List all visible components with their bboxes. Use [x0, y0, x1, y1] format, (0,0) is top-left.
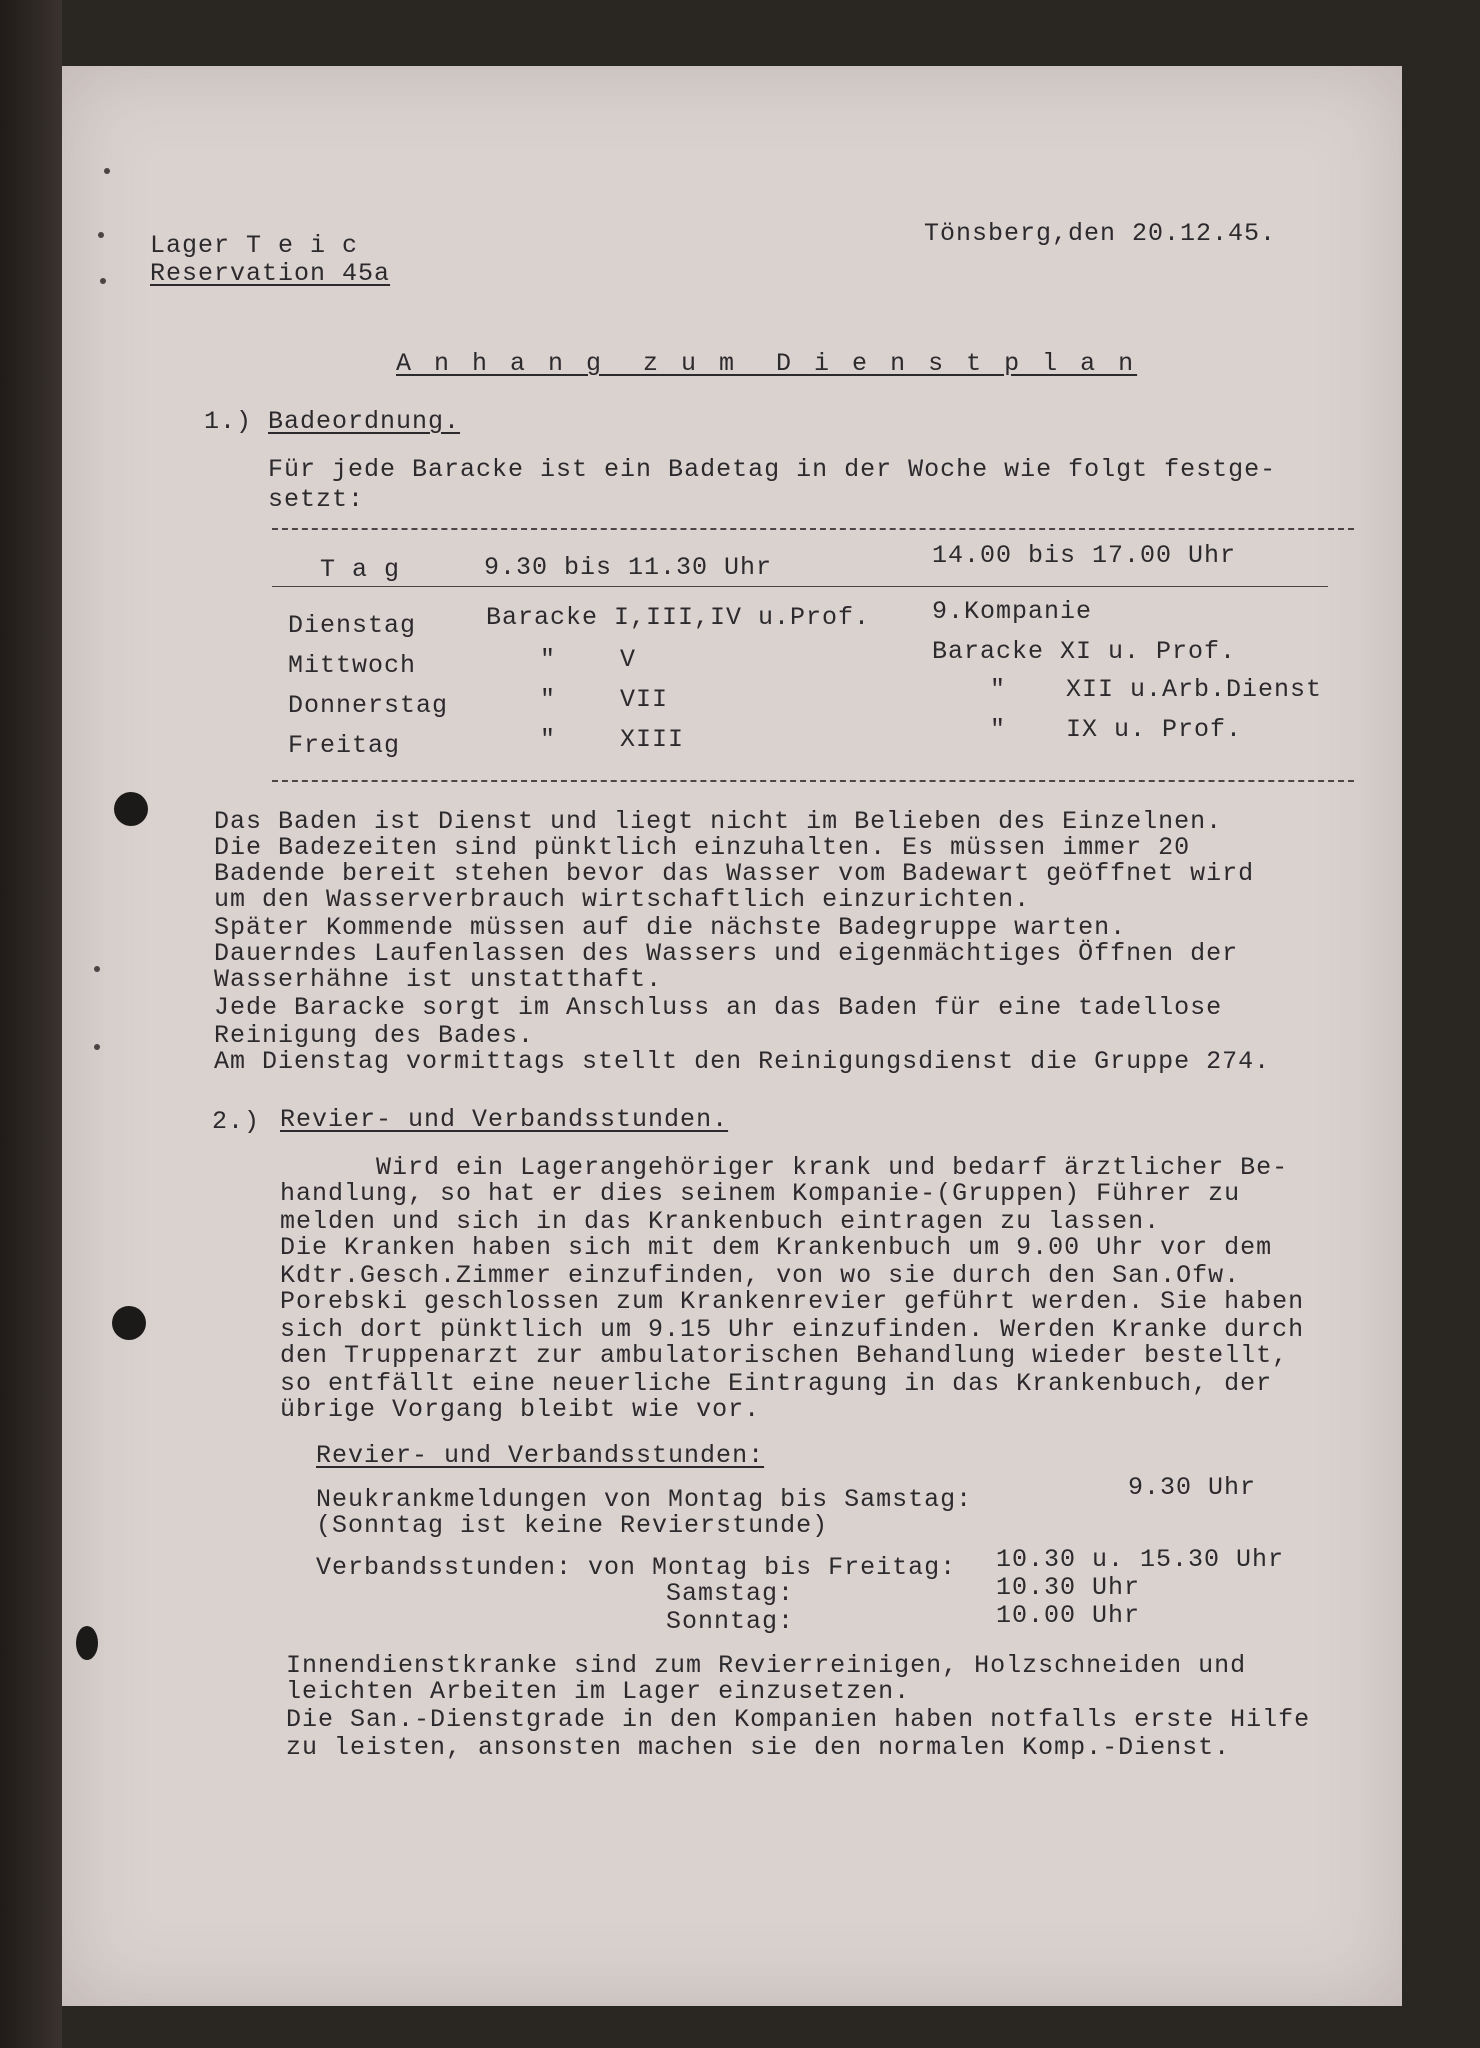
table-row-morning: V	[620, 645, 637, 674]
closing-line: zu leisten, ansonsten machen sie den normalen Komp.-Dienst.	[286, 1733, 1231, 1762]
sunday-time: 10.00 Uhr	[996, 1601, 1141, 1630]
scan-background-edge	[0, 0, 62, 2048]
table-header-morning: 9.30 bis 11.30 Uhr	[484, 553, 773, 582]
reservation-number: Reservation 45a	[150, 259, 391, 288]
section-2-number: 2.)	[212, 1107, 261, 1136]
table-row-day: Donnerstag	[288, 691, 449, 720]
new-sick-label: Neukrankmeldungen von Montag bis Samstag:	[316, 1485, 973, 1514]
table-row-afternoon: 9.Kompanie	[932, 597, 1093, 626]
table-row-day: Mittwoch	[288, 651, 417, 680]
punch-hole-top	[114, 792, 148, 826]
bath-rules-line: Badende bereit stehen bevor das Wasser vom Badewart geöffnet wird	[214, 859, 1255, 888]
bath-rules-line: Später Kommende müssen auf die nächste Badegruppe warten.	[214, 913, 1127, 942]
bath-rules-line: Jede Baracke sorgt im Anschluss an das Baden für eine tadellose	[214, 993, 1223, 1022]
table-top-rule	[272, 528, 1354, 530]
table-row-morning: XIII	[620, 725, 685, 754]
paper-speck	[94, 1044, 100, 1050]
sick-procedure-line: so entfällt eine neuerliche Eintragung in das Krankenbuch, der	[280, 1369, 1273, 1398]
bath-rules-line: Wasserhähne ist unstatthaft.	[214, 965, 663, 994]
sick-procedure-line: den Truppenarzt zur ambulatorischen Behandlung wieder bestellt,	[280, 1341, 1289, 1370]
closing-line: Innendienstkranke sind zum Revierreinigen, Holzschneiden und	[286, 1651, 1247, 1680]
sick-procedure-line: melden und sich in das Krankenbuch eintragen zu lassen.	[280, 1207, 1161, 1236]
section-1-heading: Badeordnung.	[268, 407, 461, 436]
table-header-day: T a g	[320, 555, 401, 584]
section-1-intro-line-1: Für jede Baracke ist ein Badetag in der Woche wie folgt festge-	[268, 455, 1277, 484]
saturday-time: 10.30 Uhr	[996, 1573, 1141, 1602]
sunday-note: (Sonntag ist keine Revierstunde)	[316, 1511, 829, 1540]
bath-rules-line: Reinigung des Bades.	[214, 1021, 535, 1050]
closing-line: leichten Arbeiten im Lager einzusetzen.	[286, 1677, 911, 1706]
paper-speck	[104, 168, 110, 174]
punch-hole-bottom	[112, 1306, 146, 1340]
bandage-weekday-time: 10.30 u. 15.30 Uhr	[996, 1545, 1285, 1574]
table-row-ditto: "	[540, 725, 557, 754]
closing-line: Die San.-Dienstgrade in den Kompanien haben notfalls erste Hilfe	[286, 1705, 1311, 1734]
new-sick-time: 9.30 Uhr	[1128, 1473, 1257, 1502]
table-row-day: Freitag	[288, 731, 401, 760]
sick-procedure-line: handlung, so hat er dies seinem Kompanie-(Gruppen) Führer zu	[280, 1179, 1241, 1208]
bath-rules-line: um den Wasserverbrauch wirtschaftlich einzurichten.	[214, 885, 1031, 914]
punch-hole-edge	[76, 1626, 98, 1660]
paper-speck	[94, 966, 100, 972]
table-row-ditto: "	[990, 715, 1007, 744]
table-row-afternoon: XII u.Arb.Dienst	[1066, 675, 1323, 704]
sick-procedure-line: übrige Vorgang bleibt wie vor.	[280, 1395, 761, 1424]
sick-procedure-line: Die Kranken haben sich mit dem Krankenbuch um 9.00 Uhr vor dem	[280, 1233, 1273, 1262]
bandage-label: Verbandsstunden: von Montag bis Freitag:	[316, 1553, 957, 1582]
sick-procedure-line: sich dort pünktlich um 9.15 Uhr einzufinden. Werden Kranke durch	[280, 1315, 1305, 1344]
table-header-afternoon: 14.00 bis 17.00 Uhr	[932, 541, 1237, 570]
bath-rules-line: Am Dienstag vormittags stellt den Reinigungsdienst die Gruppe 274.	[214, 1047, 1271, 1076]
table-row-ditto: "	[540, 645, 557, 674]
table-row-morning: VII	[620, 685, 669, 714]
paper-speck	[100, 278, 106, 284]
bath-rules-line: Das Baden ist Dienst und liegt nicht im Belieben des Einzelnen.	[214, 807, 1223, 836]
table-bottom-rule	[272, 780, 1354, 782]
sick-procedure-line: Porebski geschlossen zum Krankenrevier geführt werden. Sie haben	[280, 1287, 1305, 1316]
bath-rules-line: Dauerndes Laufenlassen des Wassers und eigenmächtiges Öffnen der	[214, 939, 1239, 968]
section-2-heading: Revier- und Verbandsstunden.	[280, 1105, 729, 1134]
table-row-afternoon: IX u. Prof.	[1066, 715, 1243, 744]
camp-name: Lager T e i c	[150, 231, 359, 260]
bath-rules-line: Die Badezeiten sind pünktlich einzuhalten. Es müssen immer 20	[214, 833, 1191, 862]
page-title: A n h a n g z u m D i e n s t p l a n	[396, 349, 1138, 378]
table-header-rule	[272, 586, 1328, 587]
sunday-label: Sonntag:	[666, 1607, 795, 1636]
table-row-afternoon: Baracke XI u. Prof.	[932, 637, 1237, 666]
sick-procedure-line: Kdtr.Gesch.Zimmer einzufinden, von wo sie durch den San.Ofw.	[280, 1261, 1241, 1290]
section-1-number: 1.)	[204, 407, 253, 436]
section-1-intro-line-2: setzt:	[268, 485, 365, 514]
schedule-subheading: Revier- und Verbandsstunden:	[316, 1441, 765, 1470]
table-row-ditto: "	[990, 675, 1007, 704]
paper-speck	[98, 232, 104, 238]
table-row-ditto: "	[540, 685, 557, 714]
table-row-morning: Baracke I,III,IV u.Prof.	[486, 603, 871, 632]
saturday-label: Samstag:	[666, 1579, 795, 1608]
place-date: Tönsberg,den 20.12.45.	[924, 219, 1277, 248]
sick-procedure-line: Wird ein Lagerangehöriger krank und bedarf ärztlicher Be-	[376, 1153, 1289, 1182]
table-row-day: Dienstag	[288, 611, 417, 640]
